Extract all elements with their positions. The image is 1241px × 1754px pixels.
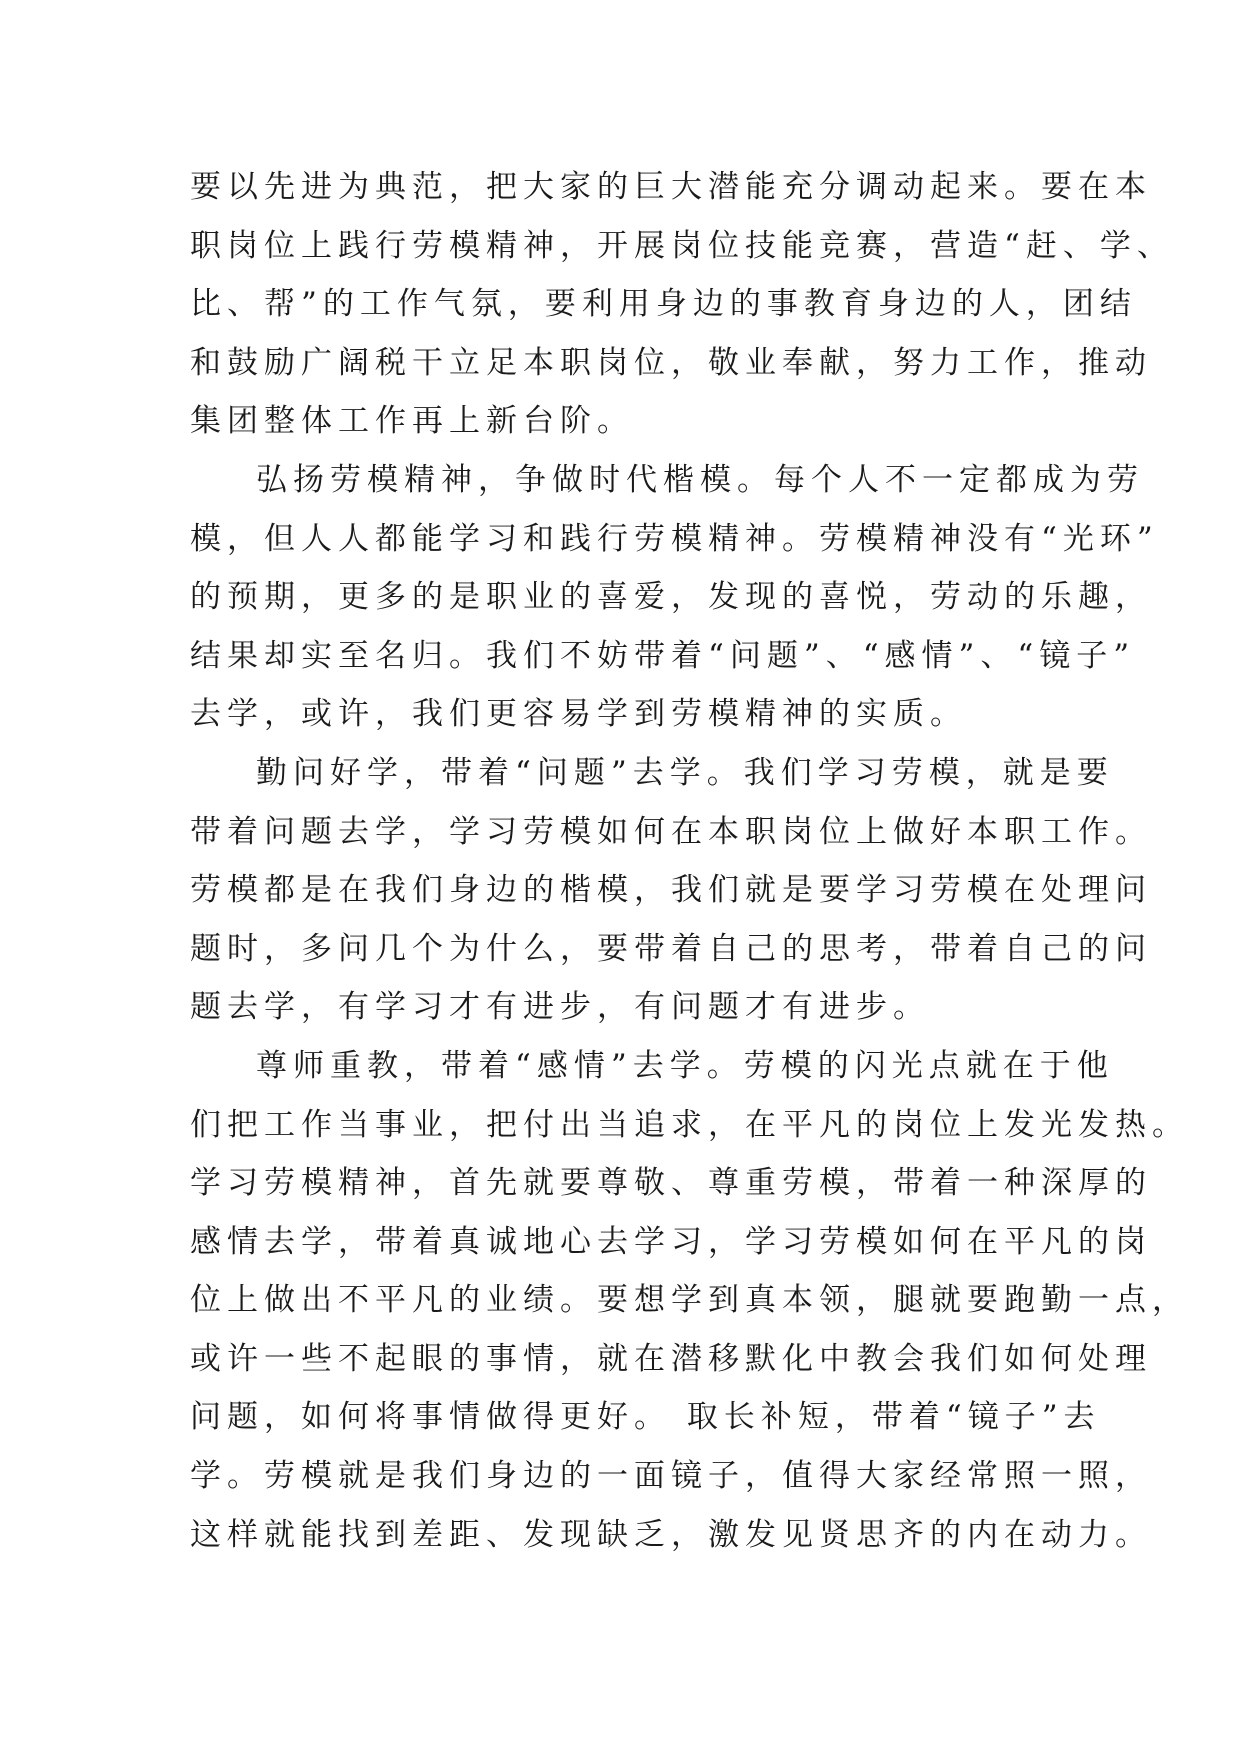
text-line: 感情去学，带着真诚地心去学习，学习劳模如何在平凡的岗 [190,1223,1152,1260]
text-line: 这样就能找到差距、发现缺乏，激发见贤思齐的内在动力。 [190,1516,1152,1553]
text-line: 带着问题去学，学习劳模如何在本职岗位上做好本职工作。 [190,813,1152,850]
text-line: 比、帮”的工作气氛，要利用身边的事教育身边的人，团结 [190,286,1137,323]
text-line: 的预期，更多的是职业的喜爱，发现的喜悦，劳动的乐趣， [190,579,1152,616]
text-line: 学。劳模就是我们身边的一面镜子，值得大家经常照一照， [190,1458,1152,1495]
paragraph-start-line: 尊师重教，带着“感情”去学。劳模的闪光点就在于他 [256,1047,1114,1084]
paragraph-start-line: 勤问好学，带着“问题”去学。我们学习劳模，就是要 [256,754,1114,791]
text-line: 去学，或许，我们更容易学到劳模精神的实质。 [190,696,967,733]
text-line: 们把工作当事业，把付出当追求，在平凡的岗位上发光发热。 [190,1106,1189,1143]
text-line: 模，但人人都能学习和践行劳模精神。劳模精神没有“光环” [190,520,1159,557]
text-line: 集团整体工作再上新台阶。 [190,403,634,440]
text-line: 和鼓励广阔税干立足本职岗位，敬业奉献，努力工作，推动 [190,344,1152,381]
paragraph-start-line: 弘扬劳模精神，争做时代楷模。每个人不一定都成为劳 [256,461,1144,498]
body-text [190,158,1189,1564]
text-line: 位上做出不平凡的业绩。要想学到真本领，腿就要跑勤一点， [190,1282,1189,1319]
text-line: 劳模都是在我们身边的楷模，我们就是要学习劳模在处理问 [190,872,1152,909]
text-line: 题去学，有学习才有进步，有问题才有进步。 [190,989,930,1026]
text-line: 问题，如何将事情做得更好。 取长补短，带着“镜子”去 [190,1399,1101,1436]
text-line: 或许一些不起眼的事情，就在潜移默化中教会我们如何处理 [190,1340,1152,1377]
text-line: 职岗位上践行劳模精神，开展岗位技能竞赛，营造“赶、学、 [190,227,1174,264]
text-line: 学习劳模精神，首先就要尊敬、尊重劳模，带着一种深厚的 [190,1165,1152,1202]
text-line: 题时，多问几个为什么，要带着自己的思考，带着自己的问 [190,930,1152,967]
text-line: 要以先进为典范，把大家的巨大潜能充分调动起来。要在本 [190,169,1152,205]
text-line: 结果却实至名归。我们不妨带着“问题”、“感情”、“镜子” [190,637,1136,674]
